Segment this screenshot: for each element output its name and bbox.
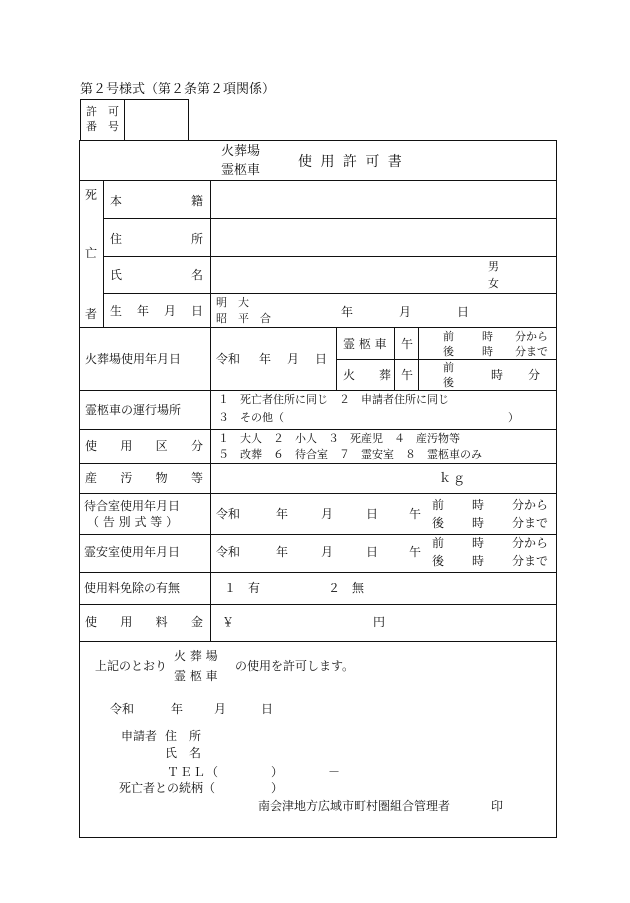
waiting-room-day: 日 (366, 507, 379, 521)
approval-date-day: 日 (261, 702, 274, 716)
approval-date-month: 月 (214, 702, 227, 716)
domicile-label: 本 籍 (110, 194, 203, 208)
cremation-am[interactable]: 前 (443, 361, 454, 374)
approval-date-year: 年 (171, 702, 184, 716)
permit-number-field[interactable] (130, 110, 185, 128)
hearse-route-close: ） (508, 411, 519, 424)
applicant-tel-label: ＴＥＬ（ (167, 765, 220, 779)
morgue-month: 月 (321, 545, 334, 559)
waiting-room-am[interactable]: 前 (432, 498, 445, 512)
header-facility-crematorium: 火葬場 (221, 144, 261, 159)
era-option-1[interactable]: 明 大 (216, 296, 249, 309)
morgue-hour-1: 時 (472, 536, 485, 550)
hearse-label: 霊 柩 車 (343, 337, 387, 351)
applicant-tel-dash: － (328, 765, 341, 779)
deceased-side-label-2: 亡 (85, 246, 98, 260)
usage-category-line-1[interactable]: １ 大人 ２ 小人 ３ 死産児 ４ 産汚物等 (218, 432, 460, 445)
morgue-era: 令和 (216, 545, 241, 559)
cremation-minute: 分 (528, 368, 541, 382)
hearse-route-option-3[interactable]: ３ その他（ (218, 411, 284, 424)
issuer-name: 南会津地方広域市町村圏組合管理者 (258, 799, 451, 813)
waiting-room-hour-2: 時 (472, 516, 485, 530)
crematorium-day: 日 (315, 352, 328, 366)
waste-label: 産 汚 物 等 (85, 471, 203, 485)
hearse-am[interactable]: 前 (443, 330, 454, 343)
relation-close: ） (271, 781, 284, 795)
waiting-room-from: 分から (512, 498, 549, 512)
seal-mark: 印 (491, 799, 504, 813)
relation-label: 死亡者との続柄（ (119, 781, 216, 795)
approval-facility-crematorium: 火 葬 場 (174, 649, 218, 663)
address-label: 住 所 (110, 232, 203, 246)
header-facility-hearse: 霊柩車 (221, 163, 261, 178)
fee-exemption-label: 使用料免除の有無 (84, 581, 181, 595)
usage-category-label: 使 用 区 分 (85, 439, 203, 453)
morgue-hour-2: 時 (472, 554, 485, 568)
applicant-tel-close: ） (271, 765, 284, 779)
cremation-label: 火 葬 (343, 368, 392, 382)
waste-unit: ｋｇ (439, 471, 468, 485)
fee-exemption-yes[interactable]: １ 有 (224, 581, 261, 595)
approval-suffix: の使用を許可します。 (235, 659, 355, 673)
approval-date-era: 令和 (110, 702, 135, 716)
domicile-field[interactable] (214, 186, 552, 214)
permit-label-top: 許 可 (86, 105, 119, 118)
crematorium-month: 月 (287, 352, 300, 366)
cremation-pm[interactable]: 後 (443, 376, 454, 389)
birth-month: 月 (399, 305, 412, 319)
morgue-label: 霊安室使用年月日 (84, 545, 181, 559)
waiting-room-era: 令和 (216, 507, 241, 521)
waiting-room-sublabel: （ 告 別 式 等 ） (87, 515, 179, 529)
hearse-hour-1: 時 (482, 330, 493, 343)
sex-male[interactable]: 男 (488, 260, 499, 273)
crematorium-year: 年 (259, 352, 272, 366)
era-option-2[interactable]: 昭 平 合 (216, 312, 271, 325)
hearse-until: 分まで (515, 345, 548, 358)
address-field[interactable] (214, 224, 552, 252)
sex-female[interactable]: 女 (488, 277, 499, 290)
usage-category-line-2[interactable]: ５ 改葬 ６ 待合室 ７ 霊安室 ８ 霊柩車のみ (218, 448, 482, 461)
name-label: 氏 名 (110, 268, 203, 282)
waiting-room-month: 月 (321, 507, 334, 521)
waiting-room-hour-1: 時 (472, 498, 485, 512)
morgue-year: 年 (276, 545, 289, 559)
crematorium-era: 令和 (216, 352, 241, 366)
deceased-side-label-1: 死 (85, 188, 98, 202)
applicant-address-label: 住 所 (165, 729, 202, 743)
hearse-pm[interactable]: 後 (443, 345, 454, 358)
morgue-day: 日 (366, 545, 379, 559)
waiting-room-year: 年 (276, 507, 289, 521)
document-title: 使 用 許 可 書 (298, 154, 404, 170)
fee-amount-field[interactable] (240, 610, 365, 632)
fee-exemption-no[interactable]: ２ 無 (328, 581, 365, 595)
waiting-room-label: 待合室使用年月日 (84, 499, 181, 513)
hearse-route-label: 霊柩車の運行場所 (85, 403, 182, 417)
form-number-line: 第２号様式（第２条第２項関係） (80, 82, 276, 97)
morgue-from: 分から (512, 536, 549, 550)
waiting-room-pm[interactable]: 後 (432, 516, 445, 530)
crematorium-date-label: 火葬場使用年月日 (85, 352, 182, 366)
permit-label-bottom: 番 号 (86, 120, 119, 133)
birth-day: 日 (457, 305, 470, 319)
cremation-hour: 時 (491, 368, 504, 382)
approval-prefix: 上記のとおり (95, 659, 168, 673)
hearse-route-option-1-2[interactable]: １ 死亡者住所に同じ ２ 申請者住所に同じ (218, 393, 449, 406)
birth-date-label: 生 年 月 日 (110, 304, 203, 318)
morgue-until: 分まで (512, 554, 549, 568)
fee-yen-mark: ￥ (222, 615, 235, 629)
name-field[interactable] (214, 261, 474, 289)
cremation-am-pm: 午 (401, 368, 414, 382)
hearse-from: 分から (515, 330, 548, 343)
waiting-room-until: 分まで (512, 516, 549, 530)
applicant-name-label: 氏 名 (165, 746, 202, 760)
hearse-am-pm: 午 (401, 337, 414, 351)
waiting-room-am-pm: 午 (409, 507, 422, 521)
morgue-am-pm: 午 (409, 545, 422, 559)
deceased-side-label-3: 者 (85, 307, 98, 321)
fee-label: 使 用 料 金 (85, 615, 203, 629)
morgue-am[interactable]: 前 (432, 536, 445, 550)
applicant-label: 申請者 (121, 729, 158, 743)
approval-facility-hearse: 霊 柩 車 (174, 669, 218, 683)
fee-yen-unit: 円 (373, 615, 386, 629)
morgue-pm[interactable]: 後 (432, 554, 445, 568)
hearse-hour-2: 時 (482, 345, 493, 358)
birth-year: 年 (341, 305, 354, 319)
